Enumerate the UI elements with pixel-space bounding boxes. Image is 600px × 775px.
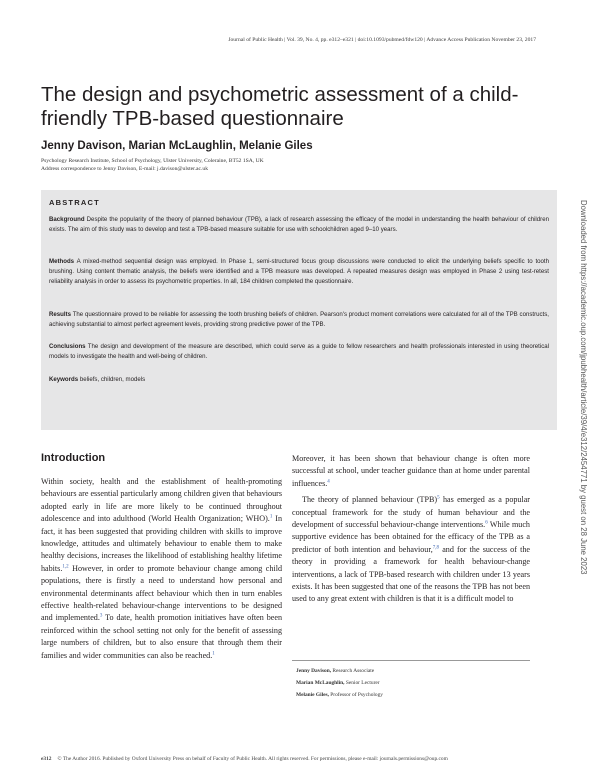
affiliation-block <box>41 157 264 173</box>
abstract-background <box>49 215 549 235</box>
citation-link[interactable]: 1 <box>269 514 273 520</box>
page-number: e312 <box>41 756 52 762</box>
author-bio <box>296 668 374 675</box>
correspondence: Address correspondence to Jenny Davison, E-mail: j.davison@ulster.ac.uk <box>41 166 209 172</box>
methods-label: Methods <box>49 258 75 265</box>
author-bio <box>296 680 380 687</box>
text-run: To date, health promotion initiatives have often been reinforced within the school setting not only for the benefit of assessing large numbers of children, but to also ensure that through them their families and wider communities can also be reached. <box>41 613 282 660</box>
abstract-methods <box>49 257 549 287</box>
article-title: The design and psychometric assessment of a child-friendly TPB-based questionnaire <box>41 83 519 130</box>
left-column <box>41 476 282 662</box>
bio-name: Melanie Giles, <box>296 692 329 698</box>
author-list: Jenny Davison, Marian McLaughlin, Melanie Giles <box>41 140 313 152</box>
abstract-results <box>49 310 549 330</box>
background-text: Despite the popularity of the theory of planned behaviour (TPB), a lack of research assessing the efficacy of the model in understanding the health behaviour of children exists. The aim of this study was to develop and test a TPB-based measure suitable for use with schoolchildren aged 9–10 years. <box>49 216 549 233</box>
citation-link[interactable]: 4 <box>327 479 330 485</box>
citation-link[interactable]: 6 <box>485 520 488 526</box>
bio-name: Marian McLaughlin, <box>296 680 345 686</box>
intro-paragraph-1 <box>41 476 282 662</box>
page-footer <box>41 756 448 762</box>
right-column <box>292 453 530 606</box>
bio-role: Professor of Psychology <box>328 692 383 698</box>
citation-link[interactable]: 3 <box>99 613 103 619</box>
text-run: and for the success of the theory in providing a framework for health behaviour-change interventions, a lack of TPB-based research with children under 13 years exists. It has been suggested that one of the reasons the TPB has not been used to any great extent with children is that it is a difficult model to <box>292 544 530 604</box>
author-bio <box>296 692 383 699</box>
download-watermark: Downloaded from https://academic.oup.com/jpubhealth/article/39/4/e312/2454771 by guest on 28 June 2023 <box>579 200 588 575</box>
keywords-label: Keywords <box>49 376 79 383</box>
text-run: Moreover, it has been shown that behaviour change is often more successful at school, under teacher guidance than at home under parental influences. <box>292 454 530 488</box>
text-run: While much supportive evidence has been obtained for the efficacy of the TPB as a predictor of both intention and behaviour, <box>292 520 530 554</box>
copyright-text: © The Author 2016. Published by Oxford University Press on behalf of Faculty of Public Health. All rights reserved. For permissions, please e-mail: journals.permissions@oup.com <box>57 756 448 762</box>
citation-link[interactable]: 1,2 <box>62 564 69 570</box>
citation-link[interactable]: 1 <box>212 651 215 656</box>
results-text: The questionnaire proved to be reliable for assessing the tooth brushing beliefs of children. Pearson's product moment correlations were calculated for all of the TPB constructs, achieving substantial to almost perfect agreement levels, providing strong predictive power of the TPB. <box>49 311 549 328</box>
intro-paragraph-3 <box>292 494 530 606</box>
bio-role: Research Associate <box>331 668 375 674</box>
background-label: Background <box>49 216 85 223</box>
methods-text: A mixed-method sequential design was employed. In Phase 1, semi-structured focus group discussions were conducted to elicit the underlying beliefs specific to tooth brushing. Using content thematic analysis, the beliefs were identified and a TPB measure was developed. A repeated measures design was employed in Phase 2 using test-retest reliability analysis in order to assess its psychometric properties. In all, 184 children completed the questionnaire. <box>49 258 549 285</box>
keywords-text: beliefs, children, models <box>79 376 146 383</box>
citation-link[interactable]: 7,8 <box>432 545 440 551</box>
affiliation: Psychology Research Institute, School of Psychology, Ulster University, Coleraine, BT52 1SA, UK <box>41 158 264 164</box>
text-run: In fact, it has been suggested that providing children with skills to improve knowledge, attitudes and ultimately behaviour to enable them to make healthy decisions, increases the likelihood of establishing healthy lifetime habits. <box>41 514 283 573</box>
footnote-divider <box>292 660 530 661</box>
abstract-keywords <box>49 375 549 385</box>
citation-link[interactable]: 5 <box>437 495 440 501</box>
bio-role: Senior Lecturer <box>344 680 380 686</box>
intro-paragraph-2 <box>292 453 530 490</box>
conclusions-label: Conclusions <box>49 343 86 350</box>
abstract-heading: ABSTRACT <box>49 198 100 207</box>
abstract-conclusions <box>49 342 549 362</box>
conclusions-text: The design and development of the measure are described, which could serve as a guide to fellow researchers and health professionals interested in using theoretical models to investigate the health and well-being of children. <box>49 343 549 360</box>
bio-name: Jenny Davison, <box>296 668 332 674</box>
introduction-heading: Introduction <box>41 452 106 464</box>
results-label: Results <box>49 311 72 318</box>
text-run: However, in order to promote behaviour change among child populations, there is firstly a need to understand how personal and environmental determinants affect behaviour which then in turn enables effective health-related behaviour-change interventions to be designed and implemented. <box>41 563 282 623</box>
running-head: Journal of Public Health | Vol. 39, No. 4, pp. e312–e321 | doi:10.1093/pubmed/fdw120 | Advance Access Publication November 23, 2017 <box>228 37 536 43</box>
text-run: has emerged as a popular conceptual framework for the study of human behaviour and the development of successful behaviour-change interventions. <box>292 495 530 530</box>
text-run: Within society, health and the establishment of health-promoting behaviours are essential particularly among children given that behaviours adopted early in life are more likely to be continued throughout adolescence and into adulthood (World Health Organization; WHO). <box>41 477 282 524</box>
text-run: The theory of planned behaviour (TPB) <box>302 495 438 505</box>
